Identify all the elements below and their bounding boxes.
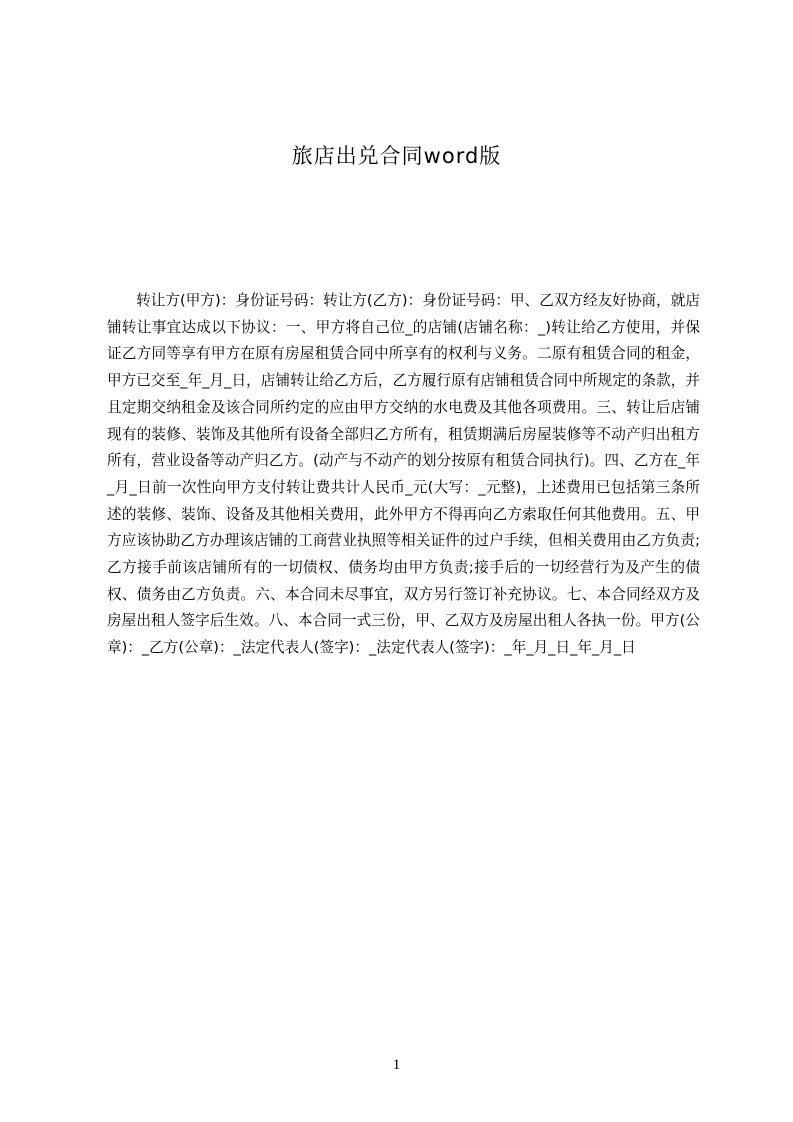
document-title: 旅店出兑合同word版 [291,144,502,168]
page-number: 1 [392,1057,401,1073]
contract-body-paragraph: 转让方(甲方)：身份证号码：转让方(乙方)：身份证号码：甲、乙双方经友好协商，就店铺转让事宜达成以下协议：一、甲方将自己位_的店铺(店铺名称：_)转让给乙方使用，并保证乙方同等享有甲方在原有房屋租赁合同中所享有的权利与义务。二原有租赁合同的租金，甲方已交至_年_月_日，店铺转让给乙方后，乙方履行原有店铺租赁合同中所规定的条款，并且定期交纳租金及该合同所约定的应由甲方交纳的水电费及其他各项费用。三、转让后店铺现有的装修、装饰及其他所有设备全部归乙方所有，租赁期满后房屋装修等不动产归出租方所有，营业设备等动产归乙方。(动产与不动产的划分按原有租赁合同执行)。四、乙方在_年_月_日前一次性向甲方支付转让费共计人民币_元(大写：_元整)，上述费用已包括第三条所述的装修、装饰、设备及其他相关费用，此外甲方不得再向乙方索取任何其他费用。五、甲方应该协助乙方办理该店铺的工商营业执照等相关证件的过户手续，但相关费用由乙方负责;乙方接手前该店铺所有的一切债权、债务均由甲方负责;接手后的一切经营行为及产生的债权、债务由乙方负责。六、本合同未尽事宜，双方另行签订补充协议。七、本合同经双方及房屋出租人签字后生效。八、本合同一式三份，甲、乙双方及房屋出租人各执一份。甲方(公章)：_乙方(公章)：_法定代表人(签字)：_法定代表人(签字)：_年_月_日_年_月_日 [107,292,701,657]
